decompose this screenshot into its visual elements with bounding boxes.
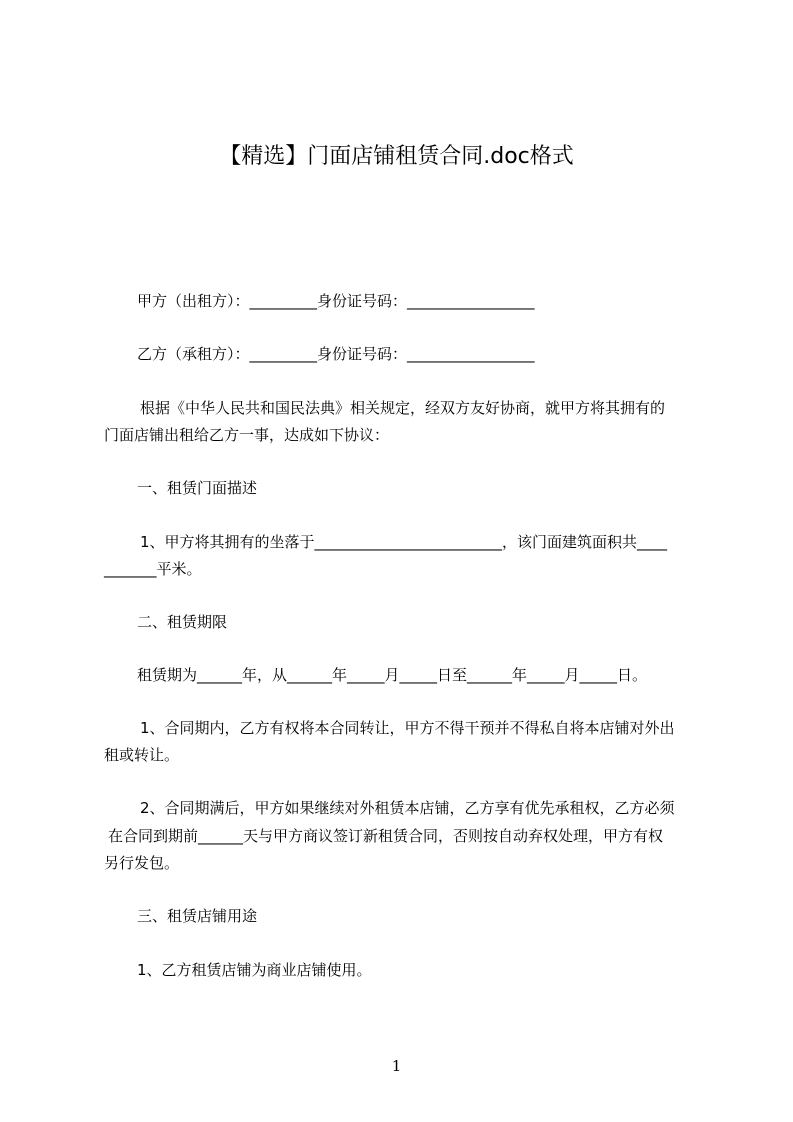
party-a-line: 甲方（出租方）：_________身份证号码：_________________ xyxy=(137,292,535,310)
section-2-item-2-line-3: 另行发包。 xyxy=(104,854,180,872)
section-3-heading: 三、租赁店铺用途 xyxy=(137,907,258,925)
section-2-item-2-line-1: 2、合同期满后，甲方如果继续对外租赁本店铺，乙方享有优先承租权，乙方必须 xyxy=(140,799,675,817)
section-1-item-1-line-1: 1、甲方将其拥有的坐落于_________________________，该门面建筑面积共____ xyxy=(140,533,668,551)
section-2-heading: 二、租赁期限 xyxy=(137,613,228,631)
section-1-heading: 一、租赁门面描述 xyxy=(137,479,258,497)
preamble-line-1: 根据《中华人民共和国民法典》相关规定，经双方友好协商，就甲方将其拥有的 xyxy=(140,399,666,417)
section-2-item-2-line-2: 在合同到期前______天与甲方商议签订新租赁合同，否则按自动弃权处理，甲方有权 xyxy=(108,827,664,845)
section-3-item-1-line-1: 1、乙方租赁店铺为商业店铺使用。 xyxy=(137,961,372,979)
section-1-item-1-line-2: _______平米。 xyxy=(104,560,202,578)
page-number: 1 xyxy=(391,1057,402,1075)
party-b-line: 乙方（承租方）：_________身份证号码：_________________ xyxy=(137,345,535,363)
section-2-term: 租赁期为______年，从______年_____月_____日至______年_____月_____日。 xyxy=(137,666,648,684)
document-title: 【精选】门面店铺租赁合同.doc格式 xyxy=(219,144,574,169)
section-2-item-1-line-1: 1、合同期内，乙方有权将本合同转让，甲方不得干预并不得私自将本店铺对外出 xyxy=(140,719,675,737)
preamble-line-2: 门面店铺出租给乙方一事，达成如下协议： xyxy=(104,426,390,444)
section-2-item-1-line-2: 租或转让。 xyxy=(104,746,180,764)
